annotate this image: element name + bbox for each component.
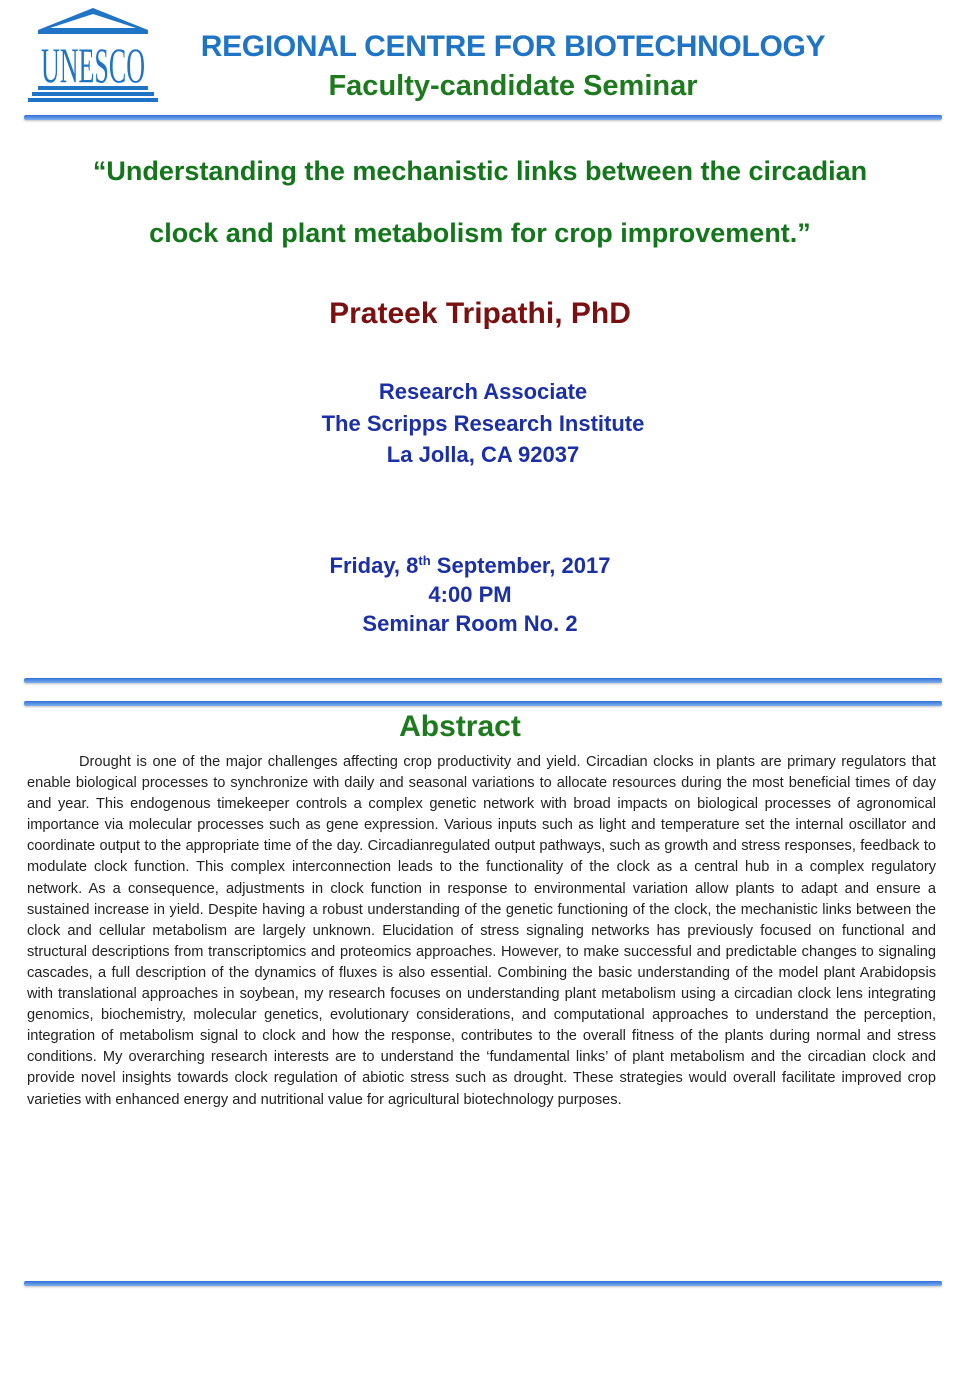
event-time: 4:00 PM [428,582,512,607]
divider-middle-upper [24,678,942,683]
unesco-logo [28,6,158,106]
event-details [0,551,940,638]
talk-title [30,140,930,264]
abstract-body: Drought is one of the major challenges affecting crop productivity and yield. Circadian clocks in plants are primary regulators that enable biological processes to synchronize with daily and seasonal variations to allocate resources during the most beneficial times of day and year. This endogenous timekeeper controls a complex genetic network with broad impacts on biological processes of agronomical importance via molecular processes such as gene expression. Various inputs such as light and temperature set the internal oscillator and coordinate output to the appropriate time of the day. Circadianregulated output pathways, such as growth and stress responses, feedback to modulate clock function. This complex interconnection leads to the functionality of the clock as a central hub in a complex regulatory network. As a consequence, adjustments in clock function in response to environmental variation allow plants to adapt and ensure a sustained increase in yield. Despite having a robust understanding of the genetic functioning of the clock, the mechanistic links between the clock and cellular metabolism are largely unknown. Elucidation of stress signaling networks has previously focused on functional and structural descriptions from transcriptomics and proteomics approaches. However, to make successful and predictable changes to signaling cascades, a full description of the dynamics of fluxes is also essential. Combining the basic understanding of the model plant Arabidopsis with translational approaches in soybean, my research focuses on understanding plant metabolism using a circadian clock lens integrating genomics, biochemistry, molecular genetics, evolutionary considerations, and computational approaches to understand the perception, integration of metabolism signal to clock and how the response, contributes to the overall fitness of the plants during normal and stress conditions. My overarching research interests are to understand the ‘fundamental links’ of plant metabolism and the circadian clock and provide novel insights towards clock regulation of abiotic stress such as drought. These strategies would overall facilitate improved crop varieties with enhanced energy and nutritional value for agricultural biotechnology purposes. [27,754,936,1108]
event-date-rest: September, 2017 [430,553,611,578]
logo-text: UNESCO [41,37,145,93]
header-title: REGIONAL CENTRE FOR BIOTECHNOLOGY [200,30,826,63]
header-subtitle: Faculty-candidate Seminar [328,70,698,102]
speaker-affiliation [0,376,966,471]
divider-middle-lower [24,701,942,706]
event-date [0,551,940,580]
unesco-temple-icon [28,6,158,106]
speaker-position: Research Associate [378,379,588,404]
divider-top [24,115,942,120]
talk-title-line-1: “Understanding the mechanistic links between the circadian [92,156,868,186]
divider-bottom [24,1281,942,1286]
event-day: Friday, 8 [329,553,419,578]
speaker-institute: The Scripps Research Institute [321,410,645,436]
speaker-name: Prateek Tripathi, PhD [329,297,631,330]
abstract-heading: Abstract [399,710,521,743]
event-venue: Seminar Room No. 2 [362,611,578,636]
event-day-suffix: th [418,553,431,568]
talk-title-line-2: clock and plant metabolism for crop improvement.” [149,218,811,248]
speaker-location: La Jolla, CA 92037 [386,442,580,467]
